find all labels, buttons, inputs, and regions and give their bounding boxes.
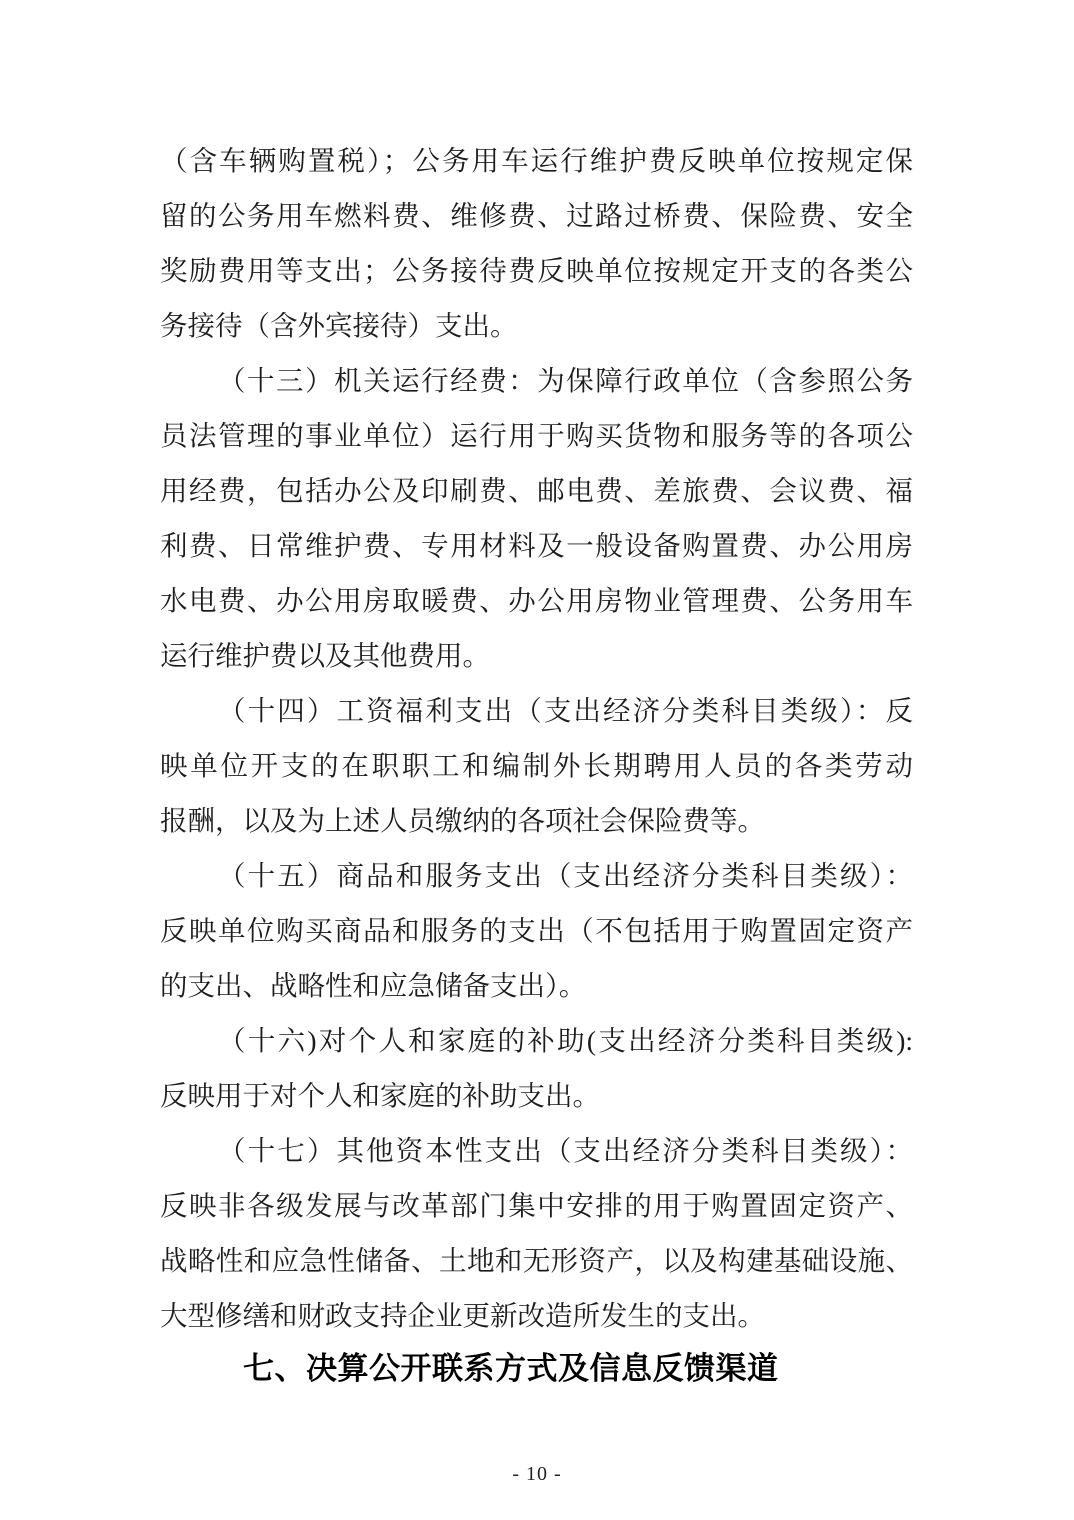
text-line: 的支出、战略性和应急储备支出）。 xyxy=(160,970,587,1001)
text-line: 反映用于对个人和家庭的补助支出。 xyxy=(160,1080,600,1111)
text-line: （十四）工资福利支出（支出经济分类科目类级）：反 xyxy=(218,695,913,726)
text-line: （十五）商品和服务支出（支出经济分类科目类级）： xyxy=(218,860,913,891)
text-line: 反映非各级发展与改革部门集中安排的用于购置固定资产、 xyxy=(160,1190,913,1221)
text-line: （十六)对个人和家庭的补助(支出经济分类科目类级): xyxy=(218,1025,913,1056)
text-line: 大型修缮和财政支持企业更新改造所发生的支出。 xyxy=(160,1300,765,1331)
text-line: 用经费，包括办公及印刷费、邮电费、差旅费、会议费、福 xyxy=(160,475,913,506)
text-line: 水电费、办公用房取暖费、办公用房物业管理费、公务用车 xyxy=(160,585,913,616)
text-line: 映单位开支的在职职工和编制外长期聘用人员的各类劳动 xyxy=(160,750,913,781)
text-line: 运行维护费以及其他费用。 xyxy=(160,640,490,671)
section-heading: 七、决算公开联系方式及信息反馈渠道 xyxy=(243,1351,779,1386)
document-body xyxy=(160,133,913,1395)
text-line: 报酬，以及为上述人员缴纳的各项社会保险费等。 xyxy=(160,805,765,836)
text-line: 战略性和应急性储备、土地和无形资产，以及构建基础设施、 xyxy=(160,1245,913,1276)
page-number: - 10 - xyxy=(512,1463,562,1485)
text-line: 反映单位购买商品和服务的支出（不包括用于购置固定资产 xyxy=(160,915,913,946)
text-line: （含车辆购置税）；公务用车运行维护费反映单位按规定保 xyxy=(160,145,913,176)
text-line: 务接待（含外宾接待）支出。 xyxy=(160,310,518,341)
text-line: 留的公务用车燃料费、维修费、过路过桥费、保险费、安全 xyxy=(160,200,913,231)
text-line: 奖励费用等支出；公务接待费反映单位按规定开支的各类公 xyxy=(160,255,913,286)
text-line: 利费、日常维护费、专用材料及一般设备购置费、办公用房 xyxy=(160,530,913,561)
text-line: （十七）其他资本性支出（支出经济分类科目类级）： xyxy=(218,1135,913,1166)
text-line: 员法管理的事业单位）运行用于购买货物和服务等的各项公 xyxy=(160,420,913,451)
text-line: （十三）机关运行经费：为保障行政单位（含参照公务 xyxy=(218,365,913,396)
